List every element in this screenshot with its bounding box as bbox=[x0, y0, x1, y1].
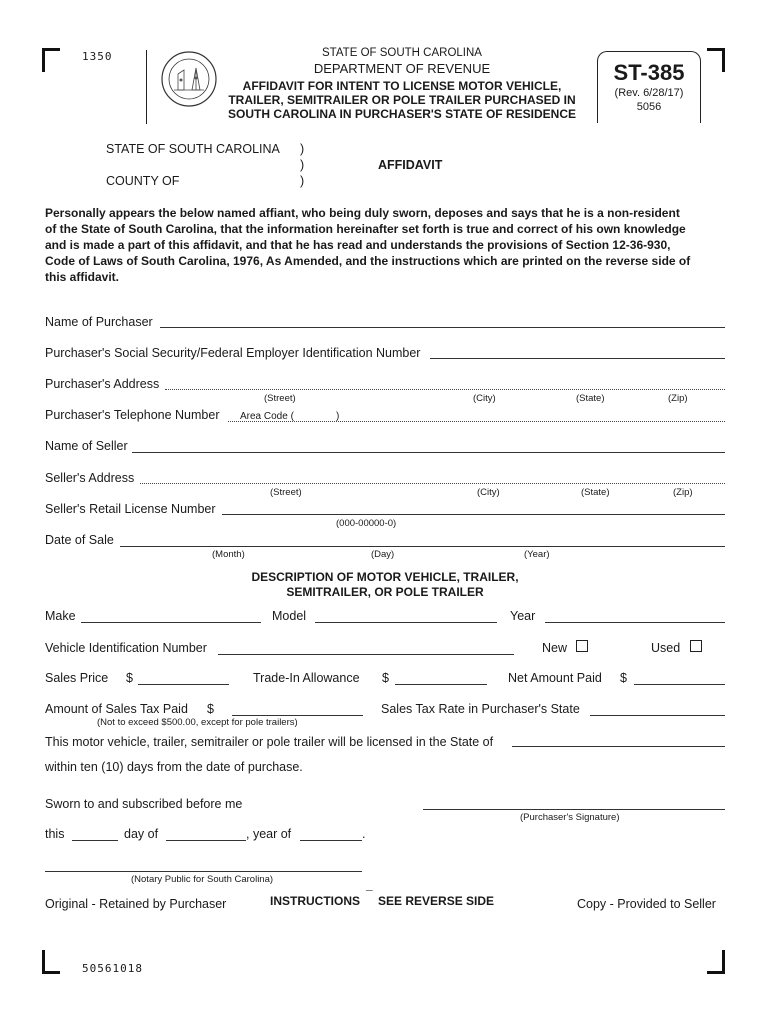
form-title-line-1: AFFIDAVIT FOR INTENT TO LICENSE MOTOR VEHICLE, bbox=[242, 79, 562, 93]
net-amount-dollar: $ bbox=[620, 671, 627, 685]
purchaser-signature-caption: (Purchaser's Signature) bbox=[520, 812, 620, 823]
form-title-line-3: SOUTH CAROLINA IN PURCHASER'S STATE OF RESIDENCE bbox=[228, 107, 576, 121]
area-code-label: Area Code ( bbox=[240, 411, 294, 422]
license-state-field[interactable] bbox=[512, 746, 725, 747]
license-format-caption: (000-00000-0) bbox=[336, 518, 397, 529]
seller-name-label: Name of Seller bbox=[45, 439, 128, 453]
statement-line-1: Personally appears the below named affiant, who being duly sworn, deposes and says that he is a non-resident bbox=[45, 206, 680, 220]
form-number: ST-385 bbox=[613, 60, 685, 85]
see-reverse-label: SEE REVERSE SIDE bbox=[378, 894, 495, 908]
sales-tax-dollar: $ bbox=[207, 702, 214, 716]
venue-county-label: COUNTY OF bbox=[106, 174, 180, 188]
this-label: this bbox=[45, 827, 65, 841]
trade-in-field[interactable] bbox=[395, 684, 487, 685]
purchaser-name-label: Name of Purchaser bbox=[45, 315, 153, 329]
original-copy-label: Original - Retained by Purchaser bbox=[45, 897, 227, 911]
new-label: New bbox=[542, 641, 568, 655]
statement-line-4: Code of Laws of South Carolina, 1976, As Amended, and the instructions which are printed on the reverse side of bbox=[45, 254, 691, 268]
purchaser-zip-caption: (Zip) bbox=[668, 393, 688, 404]
corner-mark-top-left bbox=[42, 48, 60, 72]
date-of-sale-label: Date of Sale bbox=[45, 533, 114, 547]
header-left-rule bbox=[146, 50, 147, 124]
purchaser-address-label: Purchaser's Address bbox=[45, 377, 160, 391]
date-of-sale-field[interactable] bbox=[120, 546, 725, 547]
purchaser-ssn-field[interactable] bbox=[430, 358, 725, 359]
make-field[interactable] bbox=[81, 622, 261, 623]
notary-signature-field[interactable] bbox=[45, 871, 362, 872]
sales-tax-label: Amount of Sales Tax Paid bbox=[45, 702, 188, 716]
header-state: STATE OF SOUTH CAROLINA bbox=[322, 47, 482, 59]
purchaser-address-field[interactable] bbox=[165, 389, 725, 390]
corner-mark-top-right bbox=[707, 48, 725, 72]
vehicle-heading-line-1: DESCRIPTION OF MOTOR VEHICLE, TRAILER, bbox=[251, 570, 519, 584]
purchaser-phone-field[interactable] bbox=[228, 421, 725, 422]
seller-address-label: Seller's Address bbox=[45, 471, 135, 485]
seller-street-caption: (Street) bbox=[270, 487, 302, 498]
day-caption: (Day) bbox=[371, 549, 395, 560]
purchaser-city-caption: (City) bbox=[473, 393, 496, 404]
seller-license-label: Seller's Retail License Number bbox=[45, 502, 216, 516]
purchaser-ssn-label: Purchaser's Social Security/Federal Employer Identification Number bbox=[45, 346, 421, 360]
venue-paren-2: ) bbox=[300, 158, 305, 172]
year-field[interactable] bbox=[545, 622, 725, 623]
year-label: Year bbox=[510, 609, 536, 623]
header-department: DEPARTMENT OF REVENUE bbox=[313, 61, 491, 76]
form-code-top: 1350 bbox=[82, 50, 113, 63]
make-label: Make bbox=[45, 609, 76, 623]
seller-zip-caption: (Zip) bbox=[673, 487, 693, 498]
day-of-label: day of bbox=[124, 827, 159, 841]
year-of-label: , year of bbox=[246, 827, 292, 841]
state-seal bbox=[160, 50, 218, 108]
purchaser-street-caption: (Street) bbox=[264, 393, 296, 404]
seller-name-field[interactable] bbox=[132, 452, 725, 453]
trade-in-label: Trade-In Allowance bbox=[253, 671, 360, 685]
month-caption: (Month) bbox=[212, 549, 245, 560]
model-field[interactable] bbox=[315, 622, 497, 623]
purchaser-name-field[interactable] bbox=[160, 327, 725, 328]
form-revision: (Rev. 6/28/17) bbox=[614, 87, 684, 99]
sworn-period: . bbox=[362, 827, 366, 841]
venue-paren-1: ) bbox=[300, 142, 305, 156]
sworn-label: Sworn to and subscribed before me bbox=[45, 797, 243, 811]
sales-price-label: Sales Price bbox=[45, 671, 109, 685]
seller-license-field[interactable] bbox=[222, 514, 725, 515]
seller-copy-label: Copy - Provided to Seller bbox=[577, 897, 716, 911]
statement-line-2: of the State of South Carolina, that the information hereinafter set forth is true and correct of his own knowledge bbox=[45, 222, 686, 236]
vehicle-heading-line-2: SEMITRAILER, OR POLE TRAILER bbox=[286, 585, 484, 599]
purchaser-signature-field[interactable] bbox=[423, 809, 725, 810]
new-checkbox[interactable] bbox=[576, 640, 588, 652]
corner-mark-bottom-left bbox=[42, 950, 60, 974]
month-field[interactable] bbox=[166, 840, 246, 841]
model-label: Model bbox=[272, 609, 307, 623]
sales-tax-note: (Not to exceed $500.00, except for pole trailers) bbox=[97, 717, 298, 728]
statement-line-3: and is made a part of this affidavit, and that he has read and understands the provisions of Section 12-36-930, bbox=[45, 238, 671, 252]
license-statement-line-1: This motor vehicle, trailer, semitrailer or pole trailer will be licensed in the State of bbox=[45, 735, 494, 749]
purchaser-state-caption: (State) bbox=[576, 393, 605, 404]
venue-paren-3: ) bbox=[300, 174, 305, 188]
sales-tax-field[interactable] bbox=[232, 715, 363, 716]
form-code-bottom: 50561018 bbox=[82, 962, 143, 975]
area-code-close: ) bbox=[336, 411, 340, 422]
net-amount-field[interactable] bbox=[634, 684, 725, 685]
instructions-label: INSTRUCTIONS bbox=[270, 894, 360, 908]
year-caption: (Year) bbox=[524, 549, 550, 560]
form-id: 5056 bbox=[636, 101, 662, 113]
seller-address-field[interactable] bbox=[140, 483, 725, 484]
license-statement-line-2: within ten (10) days from the date of purchase. bbox=[45, 760, 303, 774]
statement-line-5: this affidavit. bbox=[45, 270, 120, 284]
form-title-line-2: TRAILER, SEMITRAILER OR POLE TRAILER PURCHASED IN bbox=[228, 93, 576, 107]
sales-price-dollar: $ bbox=[126, 671, 133, 685]
venue-state-label: STATE OF SOUTH CAROLINA bbox=[106, 142, 280, 156]
vin-label: Vehicle Identification Number bbox=[45, 641, 207, 655]
seller-city-caption: (City) bbox=[477, 487, 500, 498]
vin-field[interactable] bbox=[218, 654, 514, 655]
used-label: Used bbox=[651, 641, 681, 655]
tax-rate-label: Sales Tax Rate in Purchaser's State bbox=[381, 702, 580, 716]
used-checkbox[interactable] bbox=[690, 640, 702, 652]
instructions-dash: ¯ bbox=[366, 888, 373, 902]
tax-rate-field[interactable] bbox=[590, 715, 725, 716]
seller-state-caption: (State) bbox=[581, 487, 610, 498]
notary-caption: (Notary Public for South Carolina) bbox=[131, 874, 274, 885]
trade-in-dollar: $ bbox=[382, 671, 389, 685]
affidavit-label: AFFIDAVIT bbox=[378, 158, 443, 172]
sworn-year-field[interactable] bbox=[300, 840, 362, 841]
sales-price-field[interactable] bbox=[138, 684, 229, 685]
corner-mark-bottom-right bbox=[707, 950, 725, 974]
purchaser-phone-label: Purchaser's Telephone Number bbox=[45, 408, 220, 422]
net-amount-label: Net Amount Paid bbox=[508, 671, 602, 685]
day-field[interactable] bbox=[72, 840, 118, 841]
